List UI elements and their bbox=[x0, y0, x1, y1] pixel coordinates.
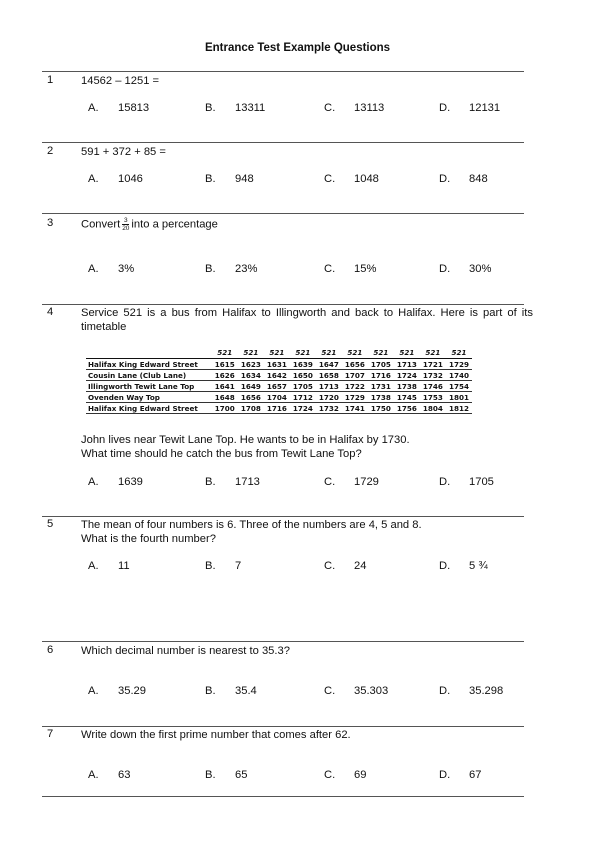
time-cell: 1641 bbox=[212, 381, 238, 392]
time-cell: 1721 bbox=[420, 359, 446, 370]
time-cell: 1708 bbox=[238, 403, 264, 414]
option-label: C. bbox=[324, 769, 336, 781]
option-label: A. bbox=[88, 769, 99, 781]
option-value: 23% bbox=[235, 263, 258, 275]
question-text-before: Convert bbox=[81, 218, 121, 231]
time-cell: 1657 bbox=[264, 381, 290, 392]
time-cell: 1732 bbox=[420, 370, 446, 381]
time-cell: 1720 bbox=[316, 392, 342, 403]
stop-name: Illingworth Tewit Lane Top bbox=[86, 381, 212, 392]
option-label: D. bbox=[439, 476, 451, 488]
option-label: B. bbox=[205, 263, 216, 275]
time-cell: 1707 bbox=[342, 370, 368, 381]
fraction-denominator: 20 bbox=[122, 225, 130, 232]
time-cell: 1656 bbox=[238, 392, 264, 403]
service-header: 521 bbox=[264, 348, 290, 359]
service-header: 521 bbox=[212, 348, 238, 359]
timetable-corner bbox=[86, 348, 212, 359]
divider bbox=[42, 142, 524, 143]
option-label: A. bbox=[88, 173, 99, 185]
option-value: 11 bbox=[118, 560, 130, 572]
time-cell: 1647 bbox=[316, 359, 342, 370]
option-label: A. bbox=[88, 560, 99, 572]
service-header: 521 bbox=[342, 348, 368, 359]
divider bbox=[42, 71, 524, 72]
option-value: 1705 bbox=[469, 476, 494, 488]
page-title: Entrance Test Example Questions bbox=[204, 42, 391, 54]
option-value: 1048 bbox=[354, 173, 379, 185]
option-value: 13311 bbox=[235, 102, 266, 114]
time-cell: 1732 bbox=[316, 403, 342, 414]
option-value: 12131 bbox=[469, 102, 501, 114]
service-header: 521 bbox=[394, 348, 420, 359]
time-cell: 1724 bbox=[290, 403, 316, 414]
table-row bbox=[86, 392, 472, 403]
option-label: B. bbox=[205, 173, 216, 185]
option-value: 15813 bbox=[118, 102, 150, 114]
option-label: D. bbox=[439, 769, 451, 781]
time-cell: 1738 bbox=[368, 392, 394, 403]
option-value: 1729 bbox=[354, 476, 379, 488]
option-value: 63 bbox=[118, 769, 131, 781]
time-cell: 1623 bbox=[238, 359, 264, 370]
question-text-line-2: What is the fourth number? bbox=[81, 533, 216, 545]
option-label: B. bbox=[205, 476, 216, 488]
divider bbox=[42, 726, 524, 727]
option-value: 35.298 bbox=[469, 685, 504, 697]
time-cell: 1648 bbox=[212, 392, 238, 403]
option-value: 5 ¾ bbox=[469, 560, 488, 572]
option-label: B. bbox=[205, 685, 216, 697]
option-label: B. bbox=[205, 102, 216, 114]
time-cell: 1804 bbox=[420, 403, 446, 414]
stop-name: Ovenden Way Top bbox=[86, 392, 212, 403]
option-label: B. bbox=[205, 769, 216, 781]
divider bbox=[42, 641, 524, 642]
option-value: 24 bbox=[354, 560, 367, 572]
question-number: 4 bbox=[47, 306, 54, 318]
option-label: C. bbox=[324, 685, 336, 697]
time-cell: 1741 bbox=[342, 403, 368, 414]
option-value: 1639 bbox=[118, 476, 143, 488]
time-cell: 1656 bbox=[342, 359, 368, 370]
question-number: 1 bbox=[47, 74, 54, 86]
time-cell: 1753 bbox=[420, 392, 446, 403]
time-cell: 1731 bbox=[368, 381, 394, 392]
time-cell: 1716 bbox=[264, 403, 290, 414]
option-label: C. bbox=[324, 263, 336, 275]
option-label: A. bbox=[88, 685, 99, 697]
question-number: 5 bbox=[47, 518, 54, 530]
option-value: 848 bbox=[469, 173, 488, 185]
divider bbox=[42, 796, 524, 797]
stop-name: Halifax King Edward Street bbox=[86, 403, 212, 414]
option-label: D. bbox=[439, 102, 451, 114]
option-label: C. bbox=[324, 102, 336, 114]
time-cell: 1700 bbox=[212, 403, 238, 414]
option-value: 15% bbox=[354, 263, 377, 275]
stop-name: Cousin Lane (Club Lane) bbox=[86, 370, 212, 381]
option-value: 3% bbox=[118, 263, 135, 275]
time-cell: 1713 bbox=[316, 381, 342, 392]
time-cell: 1650 bbox=[290, 370, 316, 381]
time-cell: 1704 bbox=[264, 392, 290, 403]
time-cell: 1713 bbox=[394, 359, 420, 370]
option-value: 35.303 bbox=[354, 685, 389, 697]
question-number: 2 bbox=[47, 145, 54, 157]
time-cell: 1615 bbox=[212, 359, 238, 370]
option-value: 69 bbox=[354, 769, 367, 781]
option-label: D. bbox=[439, 685, 451, 697]
option-label: D. bbox=[439, 560, 451, 572]
question-text-line-1: The mean of four numbers is 6. Three of the numbers are 4, 5 and 8. bbox=[81, 519, 422, 531]
option-label: A. bbox=[88, 263, 99, 275]
option-value: 67 bbox=[469, 769, 482, 781]
table-row bbox=[86, 403, 472, 414]
question-followup-line-1: John lives near Tewit Lane Top. He wants to be in Halifax by 1730. bbox=[81, 434, 410, 446]
time-cell: 1712 bbox=[290, 392, 316, 403]
option-label: D. bbox=[439, 263, 451, 275]
option-value: 30% bbox=[469, 263, 492, 275]
time-cell: 1740 bbox=[446, 370, 472, 381]
time-cell: 1729 bbox=[446, 359, 472, 370]
time-cell: 1750 bbox=[368, 403, 394, 414]
service-header: 521 bbox=[446, 348, 472, 359]
question-text: Service 521 is a bus from Halifax to Illingworth and back to Halifax. Here is part of its timetable bbox=[81, 307, 533, 333]
divider bbox=[42, 304, 524, 305]
bus-timetable bbox=[86, 348, 472, 414]
question-number: 3 bbox=[47, 217, 54, 229]
option-label: C. bbox=[324, 173, 336, 185]
question-number: 7 bbox=[47, 728, 54, 740]
time-cell: 1738 bbox=[394, 381, 420, 392]
timetable-header-row bbox=[86, 348, 472, 359]
time-cell: 1705 bbox=[290, 381, 316, 392]
option-value: 65 bbox=[235, 769, 248, 781]
time-cell: 1658 bbox=[316, 370, 342, 381]
option-label: C. bbox=[324, 476, 336, 488]
time-cell: 1754 bbox=[446, 381, 472, 392]
option-value: 1046 bbox=[118, 173, 143, 185]
table-row bbox=[86, 381, 472, 392]
time-cell: 1626 bbox=[212, 370, 238, 381]
time-cell: 1722 bbox=[342, 381, 368, 392]
time-cell: 1705 bbox=[368, 359, 394, 370]
time-cell: 1724 bbox=[394, 370, 420, 381]
question-text: Write down the first prime number that comes after 62. bbox=[81, 729, 351, 741]
time-cell: 1639 bbox=[290, 359, 316, 370]
question-text bbox=[81, 217, 533, 232]
question-text: 14562 – 1251 = bbox=[81, 75, 160, 87]
divider bbox=[42, 213, 524, 214]
stop-name: Halifax King Edward Street bbox=[86, 359, 212, 370]
question-number: 6 bbox=[47, 644, 54, 656]
question-text-after: into a percentage bbox=[131, 218, 218, 231]
time-cell: 1631 bbox=[264, 359, 290, 370]
service-header: 521 bbox=[238, 348, 264, 359]
table-row bbox=[86, 370, 472, 381]
option-label: B. bbox=[205, 560, 216, 572]
service-header: 521 bbox=[316, 348, 342, 359]
service-header: 521 bbox=[290, 348, 316, 359]
service-header: 521 bbox=[368, 348, 394, 359]
time-cell: 1649 bbox=[238, 381, 264, 392]
time-cell: 1716 bbox=[368, 370, 394, 381]
option-value: 35.4 bbox=[235, 685, 257, 697]
fraction bbox=[122, 217, 129, 232]
option-value: 13113 bbox=[354, 102, 385, 114]
time-cell: 1801 bbox=[446, 392, 472, 403]
table-row bbox=[86, 359, 472, 370]
time-cell: 1812 bbox=[446, 403, 472, 414]
time-cell: 1634 bbox=[238, 370, 264, 381]
option-label: C. bbox=[324, 560, 336, 572]
divider bbox=[42, 516, 524, 517]
option-label: A. bbox=[88, 476, 99, 488]
time-cell: 1756 bbox=[394, 403, 420, 414]
question-text: Which decimal number is nearest to 35.3? bbox=[81, 645, 290, 657]
time-cell: 1745 bbox=[394, 392, 420, 403]
option-label: A. bbox=[88, 102, 99, 114]
question-text: 591 + 372 + 85 = bbox=[81, 146, 166, 158]
time-cell: 1729 bbox=[342, 392, 368, 403]
option-value: 7 bbox=[235, 560, 242, 572]
option-label: D. bbox=[439, 173, 451, 185]
option-value: 35.29 bbox=[118, 685, 146, 697]
option-value: 948 bbox=[235, 173, 254, 185]
option-value: 1713 bbox=[235, 476, 260, 488]
time-cell: 1746 bbox=[420, 381, 446, 392]
service-header: 521 bbox=[420, 348, 446, 359]
time-cell: 1642 bbox=[264, 370, 290, 381]
fraction-numerator: 3 bbox=[123, 217, 128, 224]
question-followup-line-2: What time should he catch the bus from Tewit Lane Top? bbox=[81, 448, 362, 460]
